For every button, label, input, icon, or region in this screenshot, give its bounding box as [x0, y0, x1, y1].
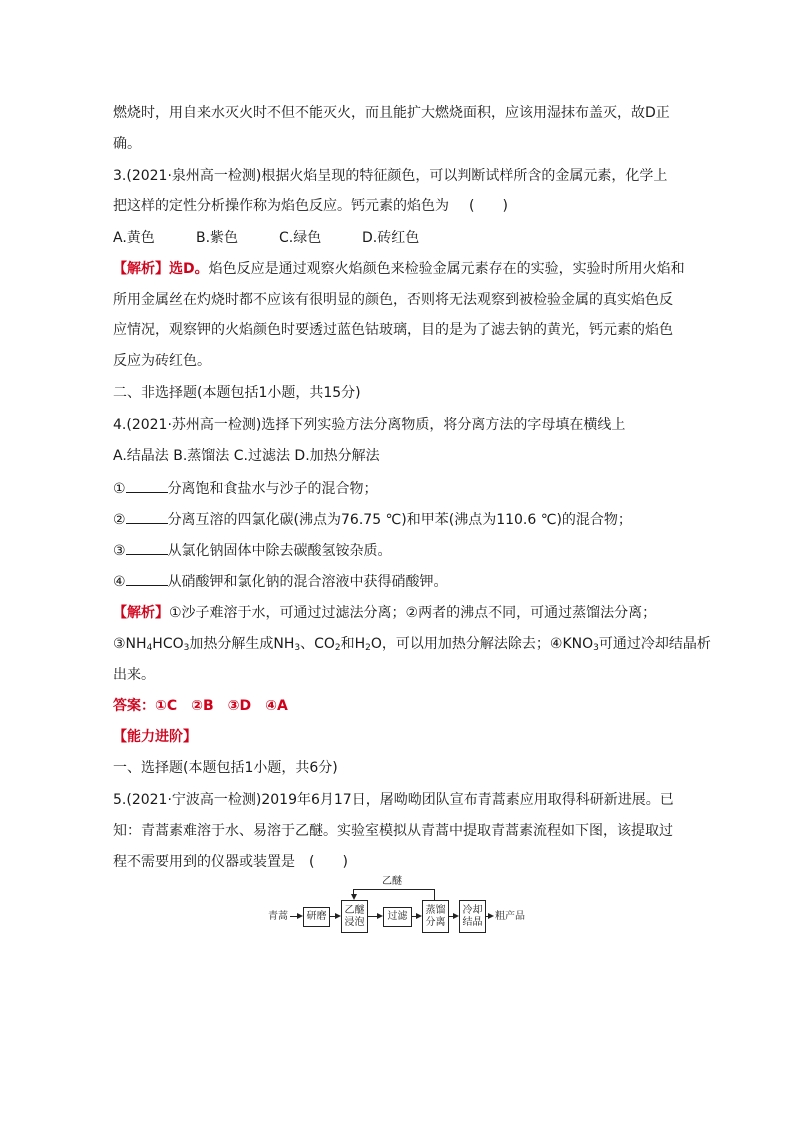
arrow-head [351, 894, 357, 900]
analysis-line [113, 603, 656, 623]
analysis-label: 【解析】 [113, 261, 169, 277]
step-label: 结晶 [462, 916, 483, 928]
step-grind [303, 907, 330, 927]
step-label: 冷却 [462, 904, 483, 916]
answer-paren: ( ) [469, 198, 508, 214]
analysis-choice: 选D。 [169, 261, 209, 277]
text-line: 确。 [113, 136, 141, 152]
question-3-stem: 3.(2021·泉州高一检测)根据火焰呈现的特征颜色，可以判断试样所含的金属元素，化学上 [113, 168, 668, 184]
item-text: 从氯化钠固体中除去碳酸氢铵杂质。 [167, 543, 392, 559]
question-4-item-2 [113, 509, 632, 530]
analysis-line: 所用金属丝在灼烧时都不应该有很明显的颜色，否则将无法观察到被检验金属的真实焰色反 [113, 292, 673, 308]
item-text: 分离饱和食盐水与沙子的混合物； [167, 481, 378, 497]
step-label: 浸泡 [344, 916, 365, 928]
step-label: 过滤 [387, 911, 408, 922]
item-number: ③ [113, 543, 126, 559]
step-cool-crystallize [459, 900, 486, 933]
analysis-line: 出来。 [113, 667, 155, 683]
arrow-line [367, 916, 377, 917]
analysis-line [113, 634, 711, 654]
subscript: 3 [294, 643, 301, 653]
recycle-label: 乙醚 [382, 876, 402, 887]
question-4-item-3 [113, 540, 392, 561]
question-5-stem-cont [113, 852, 348, 872]
text-span: 程不需要用到的仪器或装置是 [113, 854, 295, 870]
arrow-head [488, 913, 494, 919]
answer-blank[interactable] [126, 540, 168, 555]
step-label: 蒸馏 [425, 904, 446, 916]
item-text: 分离互溶的四氯化碳(沸点为76.75 ℃)和甲苯(沸点为110.6 ℃)的混合物； [167, 512, 632, 528]
step-label: 乙醚 [344, 904, 365, 916]
text-span: ③NH [113, 636, 147, 652]
answer-blank[interactable] [126, 478, 168, 493]
text-line: 燃烧时，用自来水灭火时不但不能灭火，而且能扩大燃烧面积，应该用湿抹布盖灭，故D正 [113, 105, 670, 121]
subscript: 3 [183, 643, 190, 653]
text-span: O，可以用加热分解法除去；④KNO [370, 636, 594, 652]
question-4-methods: A.结晶法 B.蒸馏法 C.过滤法 D.加热分解法 [113, 448, 380, 464]
analysis-line [113, 259, 685, 279]
subscript: 3 [593, 643, 599, 653]
question-3-options [113, 228, 419, 248]
analysis-label: 【解析】 [113, 605, 169, 621]
recycle-line [353, 889, 435, 890]
subscript: 4 [146, 643, 153, 653]
item-number: ② [113, 512, 126, 528]
step-label: 研磨 [306, 911, 327, 922]
question-4-stem: 4.(2021·苏州高一检测)选择下列实验方法分离物质，将分离方法的字母填在横线上 [113, 417, 626, 433]
question-4-item-4 [113, 571, 448, 592]
question-3-stem-cont [113, 196, 508, 216]
option-b: B.紫色 [196, 230, 239, 246]
subscript: 2 [334, 643, 341, 653]
text-span: 把这样的定性分析操作称为焰色反应。钙元素的焰色为 [113, 198, 449, 214]
item-number: ④ [113, 574, 126, 590]
question-5-stem: 5.(2021·宁波高一检测)2019年6月17日，屠呦呦团队宣布青蒿素应用取得科研新进展。已 [113, 792, 674, 808]
item-number: ① [113, 481, 126, 497]
option-c: C.绿色 [279, 230, 322, 246]
answer-blank[interactable] [126, 509, 168, 524]
text-span: 加热分解生成NH [189, 636, 295, 652]
text-span: 可通过冷却结晶析 [598, 636, 711, 652]
answer-blank[interactable] [126, 571, 168, 586]
step-distill [422, 900, 449, 933]
section-heading: 一、选择题(本题包括1小题，共6分) [113, 760, 338, 776]
question-5-stem-cont: 知：青蒿素难溶于水、易溶于乙醚。实验室模拟从青蒿中提取青蒿素流程如下图，该提取过 [113, 823, 673, 839]
option-d: D.砖红色 [362, 230, 420, 246]
answer-paren: ( ) [309, 854, 348, 870]
subscript: 2 [365, 643, 371, 653]
text-span: 、CO [300, 636, 335, 652]
option-a: A.黄色 [113, 230, 155, 246]
analysis-text: 焰色反应是通过观察火焰颜色来检验金属元素存在的实验，实验时所用火焰和 [208, 261, 685, 277]
flowchart-end: 粗产品 [495, 911, 525, 922]
step-ether-soak [341, 900, 368, 933]
step-label: 分离 [425, 916, 446, 928]
item-text: 从硝酸钾和氯化钠的混合溶液中获得硝酸钾。 [167, 574, 448, 590]
answer-line: 答案：①C ②B ③D ④A [113, 698, 288, 714]
question-4-item-1 [113, 478, 378, 499]
text-span: 和H [340, 636, 366, 652]
advanced-heading: 【能力进阶】 [113, 729, 197, 745]
analysis-line: 反应为砖红色。 [113, 353, 211, 369]
step-filter [383, 907, 412, 927]
flowchart-start: 青蒿 [268, 911, 288, 922]
analysis-line: 应情况，观察钾的火焰颜色时要透过蓝色钴玻璃，目的是为了滤去钠的黄光，钙元素的焰色 [113, 322, 673, 338]
recycle-line [434, 889, 435, 900]
section-heading: 二、非选择题(本题包括1小题，共15分) [113, 385, 361, 401]
text-span: HCO [152, 636, 184, 652]
analysis-text: ①沙子难溶于水，可通过过滤法分离；②两者的沸点不同，可通过蒸馏法分离； [169, 605, 657, 621]
